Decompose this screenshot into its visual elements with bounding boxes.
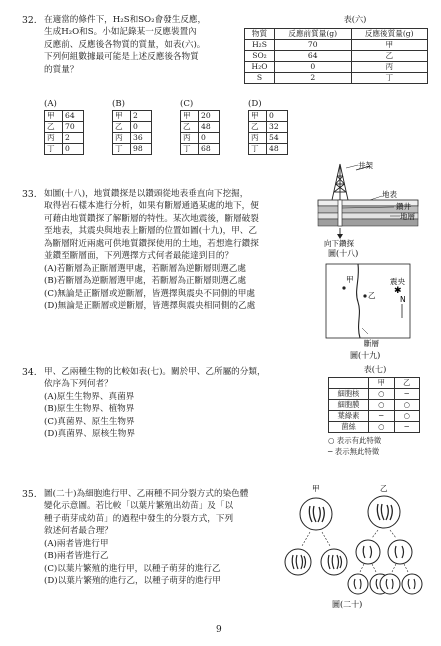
q32-option-d-table xyxy=(248,110,288,155)
table7-row xyxy=(329,422,420,433)
q33-line-4: 至地表，其震央與地表上斷層的位置如圖(十九)，甲、乙 xyxy=(44,226,257,237)
option-cell: 丙 xyxy=(249,133,267,144)
q33-line-2: 取得岩石樣本進行分析，如果有斷層通過某處的地下，便 xyxy=(44,201,259,212)
table6-row xyxy=(245,40,428,51)
q32-line-3: 反應前、反應後各物質的質量，如表(六)。 xyxy=(44,39,206,50)
q32-option-a-label: (A) xyxy=(44,99,57,109)
q34-stem xyxy=(44,366,266,441)
option-cell: 丁 xyxy=(113,144,131,155)
bore-hole xyxy=(338,200,342,226)
option-cell: 丙 xyxy=(113,133,131,144)
q34-option-c[interactable]: (C)真菌界、原生生物界 xyxy=(44,416,135,427)
q32-line-2: 生成H₂O和S。小如記錄某一反應裝置內 xyxy=(44,27,197,38)
cell-jia-daughter xyxy=(321,549,347,575)
cell-yi-gamete xyxy=(348,574,368,594)
table7-cell: ○ xyxy=(369,400,395,411)
table7-legend-none: ─ 表示無此特徵 xyxy=(328,447,380,456)
label-site-yi: 乙 xyxy=(368,291,376,300)
q33-line-1: 如圖(十八)，地質鑽探是以鑽頭從地表垂直向下挖掘， xyxy=(44,189,249,199)
figure-19-caption: 圖(十九) xyxy=(350,351,381,360)
option-cell: 甲 xyxy=(113,111,131,122)
option-cell: 64 xyxy=(63,111,84,122)
option-cell: 20 xyxy=(199,111,220,122)
division-arrow xyxy=(392,564,396,572)
table6-cell: H₂S xyxy=(245,40,275,51)
table7-cell: ─ xyxy=(394,389,420,400)
q32-option-d-label: (D) xyxy=(248,99,262,109)
table6-row xyxy=(245,62,428,73)
label-strata: 地層 xyxy=(400,212,415,221)
table7-cell: ○ xyxy=(394,411,420,422)
option-row xyxy=(45,111,84,122)
leader-line xyxy=(346,165,358,168)
label-borehole: 鑽井 xyxy=(396,202,411,211)
table7-cell: 細胞核 xyxy=(329,389,369,400)
option-row xyxy=(249,111,288,122)
q32-stem xyxy=(44,14,206,76)
q35-stem xyxy=(44,488,248,588)
leader-line xyxy=(370,196,382,200)
q33-number: 33. xyxy=(22,189,37,200)
epicenter-star-icon: ✱ xyxy=(394,286,402,296)
q32-option-b-table xyxy=(112,110,152,155)
figure-18-drilling-diagram xyxy=(310,160,430,260)
q32-option-c-label: (C) xyxy=(180,99,194,109)
table7-header-cell: 乙 xyxy=(394,378,420,389)
table6-header-cell: 反應後質量(g) xyxy=(351,29,428,40)
table7-row xyxy=(329,389,420,400)
q34-line-2: 依序為下列何者？ xyxy=(44,379,113,390)
q35-line-1: 圖(二十)為細胞進行甲、乙兩種不同分裂方式的染色體 xyxy=(44,489,249,499)
option-row xyxy=(249,133,288,144)
figure-20-caption: 圖(二十) xyxy=(332,600,363,609)
q34-number: 34. xyxy=(22,367,37,378)
site-yi-marker xyxy=(363,294,366,297)
cell-yi-gamete xyxy=(402,574,422,594)
option-cell: 甲 xyxy=(45,111,63,122)
q35-option-c[interactable]: (C)以葉片繁殖的進行甲，以種子萌芽的進行乙 xyxy=(44,563,221,574)
q33-stem xyxy=(44,188,259,313)
q32-option-a[interactable] xyxy=(44,98,84,155)
division-arrow xyxy=(404,564,408,572)
table7-cell: 葉綠素 xyxy=(329,411,369,422)
cell-yi-intermediate xyxy=(388,540,412,564)
table7-cell: 細胞膜 xyxy=(329,400,369,411)
division-arrow xyxy=(302,532,310,546)
option-row xyxy=(45,133,84,144)
option-cell: 0 xyxy=(131,122,152,133)
label-north: N xyxy=(400,295,406,304)
option-cell: 36 xyxy=(131,133,152,144)
table7 xyxy=(328,377,420,433)
figure-19-fault-map xyxy=(320,262,420,362)
table7-legend-has: ○ 表示有此特徵 xyxy=(328,436,382,445)
q34-option-d[interactable]: (D)真菌界、原核生物界 xyxy=(44,429,135,440)
option-cell: 0 xyxy=(267,111,288,122)
option-cell: 68 xyxy=(199,144,220,155)
q35-line-4: 敘述何者最合理？ xyxy=(44,526,113,537)
division-arrow xyxy=(390,530,396,538)
division-arrow xyxy=(372,564,376,572)
option-cell: 2 xyxy=(63,133,84,144)
q33-line-6: 並鑽至斷層面，下列選擇方式何者最能達到目的？ xyxy=(44,251,234,262)
table7-row xyxy=(329,411,420,422)
table6-cell: 70 xyxy=(275,40,352,51)
q32-option-c-table xyxy=(180,110,220,155)
option-row xyxy=(249,144,288,155)
table6-header-cell: 反應前質量(g) xyxy=(275,29,352,40)
division-arrow xyxy=(372,530,378,538)
q32-option-a-table xyxy=(44,110,84,155)
q35-option-b[interactable]: (B)兩者皆進行乙 xyxy=(44,551,109,562)
option-row xyxy=(113,111,152,122)
label-fault: 斷層 xyxy=(364,339,379,348)
q34-option-a[interactable]: (A)原生生物界、真菌界 xyxy=(44,391,135,402)
option-cell: 48 xyxy=(267,144,288,155)
option-row xyxy=(113,122,152,133)
table6-cell: 0 xyxy=(275,62,352,73)
table6-cell: 丙 xyxy=(351,62,428,73)
table6-cell: 64 xyxy=(275,51,352,62)
q32-line-5: 的質量？ xyxy=(44,64,79,75)
page-number: 9 xyxy=(216,625,222,635)
option-cell: 丁 xyxy=(181,144,199,155)
division-arrow xyxy=(322,532,330,546)
figure-18-caption: 圖(十八) xyxy=(328,249,359,258)
table6-caption: 表(六) xyxy=(343,14,367,24)
option-cell: 0 xyxy=(63,144,84,155)
table6-header-cell: 物質 xyxy=(245,29,275,40)
q33-line-5: 為斷層附近兩處可供地質鑽探使用的土地，若想進行鑽探 xyxy=(44,238,259,249)
option-cell: 丁 xyxy=(45,144,63,155)
q32-number: 32. xyxy=(22,15,37,26)
option-cell: 2 xyxy=(131,111,152,122)
option-row xyxy=(113,133,152,144)
q34-option-b[interactable]: (B)原生生物界、植物界 xyxy=(44,404,135,415)
site-jia-marker xyxy=(342,286,345,289)
label-drill-down: 向下鑽探 xyxy=(324,239,354,248)
option-cell: 乙 xyxy=(45,122,63,133)
q33-option-d[interactable]: (D)無論是正斷層或逆斷層，皆選擇與震央相同側的乙處 xyxy=(44,301,256,312)
q35-line-3: 種子萌芽成幼苗」的過程中發生的分裂方式，下列 xyxy=(44,513,234,524)
option-row xyxy=(181,144,220,155)
label-division-yi: 乙 xyxy=(380,484,388,493)
table7-header xyxy=(329,378,420,389)
table6-row xyxy=(245,73,428,84)
option-cell: 32 xyxy=(267,122,288,133)
option-row xyxy=(45,144,84,155)
q33-option-b[interactable]: (B)若斷層為逆斷層選甲處，若斷層為正斷層則選乙處 xyxy=(44,276,247,287)
table7-header-cell xyxy=(329,378,369,389)
option-row xyxy=(181,122,220,133)
option-row xyxy=(113,144,152,155)
table7-header-cell: 甲 xyxy=(369,378,395,389)
option-cell: 甲 xyxy=(249,111,267,122)
option-cell: 丙 xyxy=(181,133,199,144)
option-cell: 98 xyxy=(131,144,152,155)
table6-cell: 丁 xyxy=(351,73,428,84)
table7-cell: 菌絲 xyxy=(329,422,369,433)
q32-option-b[interactable] xyxy=(112,98,152,155)
q33-option-c[interactable]: (C)無論是正斷層或逆斷層，皆選擇與震央不同側的甲處 xyxy=(44,288,255,299)
table6 xyxy=(244,28,428,84)
option-row xyxy=(181,111,220,122)
option-cell: 54 xyxy=(267,133,288,144)
option-cell: 乙 xyxy=(181,122,199,133)
label-site-jia: 甲 xyxy=(346,275,354,284)
q32-option-b-label: (B) xyxy=(112,99,126,109)
map-frame xyxy=(326,264,410,338)
table7-cell: ○ xyxy=(369,422,395,433)
label-division-jia: 甲 xyxy=(312,484,320,493)
cell-yi-intermediate xyxy=(356,540,380,564)
figure-20-cell-division xyxy=(282,482,432,612)
cell-yi-gamete xyxy=(380,574,400,594)
table7-cell: ─ xyxy=(394,422,420,433)
option-cell: 丙 xyxy=(45,133,63,144)
table6-header xyxy=(245,29,428,40)
table6-cell: S xyxy=(245,73,275,84)
table6-cell: 2 xyxy=(275,73,352,84)
option-cell: 70 xyxy=(63,122,84,133)
table7-cell: ○ xyxy=(394,400,420,411)
q35-number: 35. xyxy=(22,489,37,500)
option-cell: 乙 xyxy=(113,122,131,133)
q33-line-3: 可藉由地質鑽探了解斷層的特性。某次地震後，斷層破裂 xyxy=(44,213,259,224)
option-cell: 甲 xyxy=(181,111,199,122)
cell-yi-parent xyxy=(368,496,400,528)
cell-jia-daughter xyxy=(285,549,311,575)
q32-line-1: 在適當的條件下，H₂S和SO₂會發生反應， xyxy=(44,15,207,25)
label-surface: 地表 xyxy=(382,190,397,199)
division-arrow xyxy=(360,564,364,572)
q33-option-a[interactable]: (A)若斷層為正斷層選甲處，若斷層為逆斷層則選乙處 xyxy=(44,263,246,274)
table6-row xyxy=(245,51,428,62)
q35-option-a[interactable]: (A)兩者皆進行甲 xyxy=(44,538,109,549)
table6-cell: 甲 xyxy=(351,40,428,51)
table7-row xyxy=(329,400,420,411)
q35-option-d[interactable]: (D)以葉片繁殖的進行乙，以種子萌芽的進行甲 xyxy=(44,576,221,587)
option-row xyxy=(249,122,288,133)
label-derrick: 井架 xyxy=(358,161,373,170)
option-cell: 乙 xyxy=(249,122,267,133)
table6-cell: 乙 xyxy=(351,51,428,62)
table6-cell: H₂O xyxy=(245,62,275,73)
q32-option-d[interactable] xyxy=(248,98,288,155)
table7-cell: ─ xyxy=(369,411,395,422)
q35-line-2: 變化示意圖。若比較「以葉片繁殖出幼苗」及「以 xyxy=(44,501,234,512)
table6-cell: SO₂ xyxy=(245,51,275,62)
table7-caption: 表(七) xyxy=(363,364,387,374)
option-cell: 48 xyxy=(199,122,220,133)
option-row xyxy=(45,122,84,133)
cell-jia-parent xyxy=(300,498,332,530)
label-epicenter: 震央 xyxy=(390,277,405,286)
table7-cell: ○ xyxy=(369,389,395,400)
option-cell: 0 xyxy=(199,133,220,144)
q34-line-1: 甲、乙兩種生物的比較如表(七)。關於甲、乙所屬的分類， xyxy=(44,367,266,377)
option-cell: 丁 xyxy=(249,144,267,155)
option-row xyxy=(181,133,220,144)
q32-line-4: 下列何組數據最可能是上述反應後各物質 xyxy=(44,52,199,63)
q32-option-c[interactable] xyxy=(180,98,220,155)
